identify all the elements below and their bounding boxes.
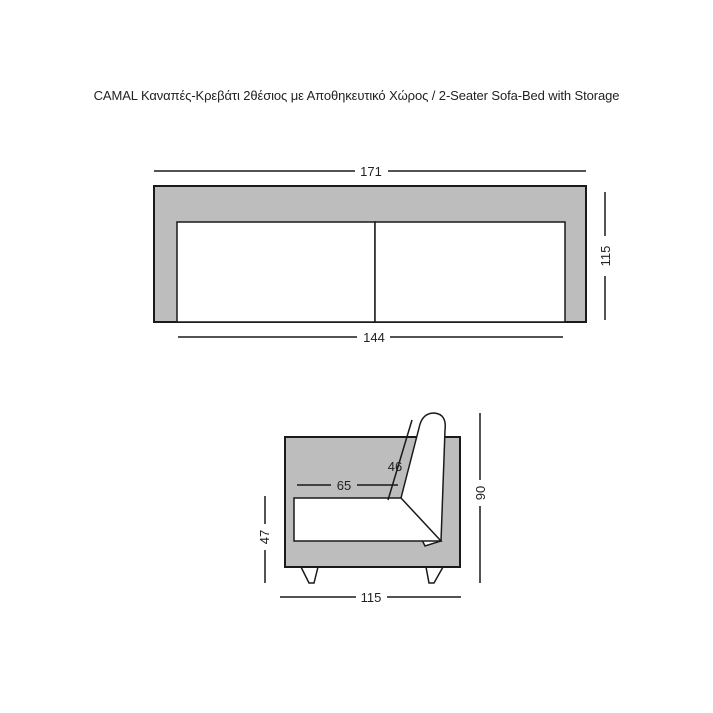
width-label: 171 bbox=[360, 164, 382, 179]
back-leg bbox=[426, 567, 443, 583]
right-seat-cushion bbox=[375, 222, 565, 322]
inner-width-label: 144 bbox=[363, 330, 385, 345]
top-view bbox=[154, 164, 613, 345]
total-height-label: 90 bbox=[473, 485, 488, 501]
total-depth-label: 115 bbox=[360, 590, 382, 605]
side-view bbox=[257, 413, 488, 605]
seat-depth-label: 65 bbox=[336, 478, 352, 493]
page-title: CAMAL Καναπές-Κρεβάτι 2θέσιος με Αποθηκευτικό Χώρος / 2-Seater Sofa-Bed with Storage bbox=[93, 88, 620, 103]
front-leg bbox=[301, 567, 318, 583]
backrest-label: 46 bbox=[387, 459, 403, 474]
seat-height-label: 47 bbox=[257, 529, 272, 545]
depth-label: 115 bbox=[598, 245, 613, 267]
left-seat-cushion bbox=[177, 222, 375, 322]
